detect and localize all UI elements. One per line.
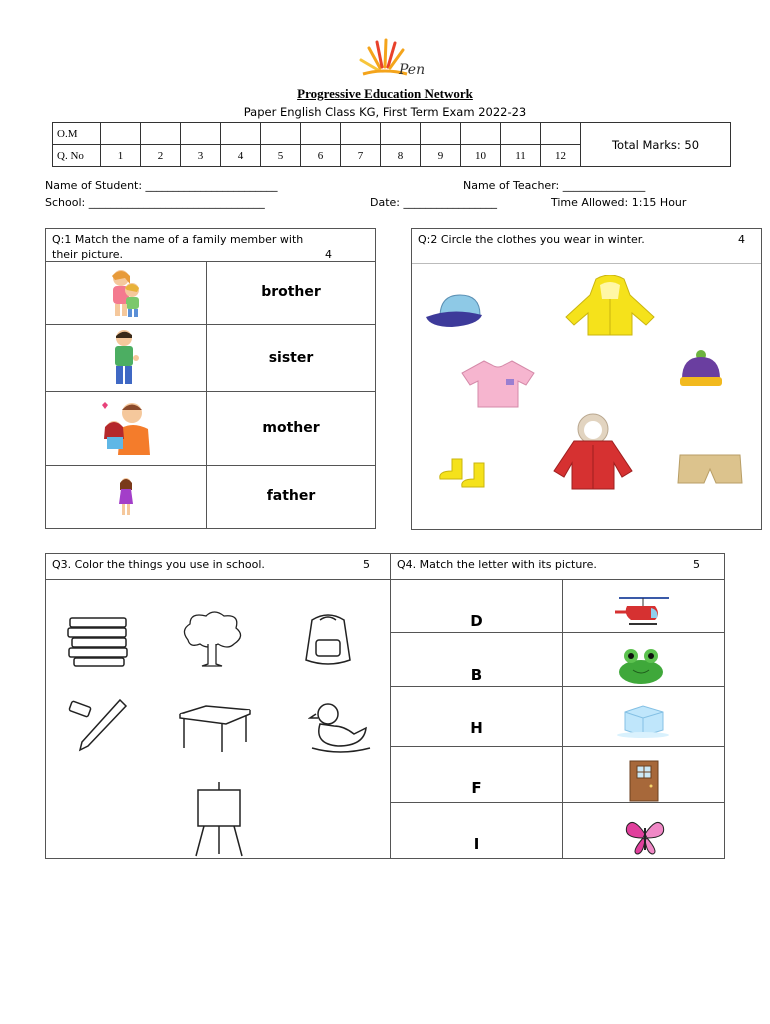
om-cell[interactable] [421, 123, 461, 145]
door-picture[interactable] [629, 760, 659, 802]
easel-board-outline-picture[interactable] [192, 780, 246, 858]
om-cell[interactable] [221, 123, 261, 145]
pink-tshirt-picture[interactable] [460, 357, 536, 409]
qno-cell: 8 [381, 145, 421, 167]
q3-marks: 5 [363, 558, 370, 571]
exam-subtitle: Paper English Class KG, First Term Exam 2022-23 [243, 105, 527, 119]
table-outline-picture[interactable] [176, 702, 254, 754]
student-name-field[interactable]: Name of Student: ________________________ [45, 179, 278, 192]
word-brother: brother [261, 284, 321, 300]
duck-outline-picture[interactable] [308, 700, 372, 756]
om-cell[interactable] [461, 123, 501, 145]
qno-cell: 3 [181, 145, 221, 167]
letter-b: B [470, 666, 483, 684]
q2-header [412, 229, 761, 250]
pen-logo [355, 38, 430, 82]
helicopter-picture[interactable] [613, 594, 673, 628]
om-cell[interactable] [341, 123, 381, 145]
qno-cell: 2 [141, 145, 181, 167]
letter-d: D [470, 612, 483, 630]
q2-section [411, 228, 762, 530]
school-field[interactable]: School: ________________________________ [45, 196, 265, 209]
word-mother: mother [262, 420, 320, 436]
q1-header [46, 229, 375, 262]
q1-title: Q:1 Match the name of a family member with [52, 233, 304, 246]
qno-cell: 4 [221, 145, 261, 167]
qno-cell: 9 [421, 145, 461, 167]
qno-cell: 12 [541, 145, 581, 167]
girl-picture [116, 476, 136, 518]
teacher-name-field[interactable]: Name of Teacher: _______________ [463, 179, 646, 192]
q2-title: Q:2 Circle the clothes you wear in winter. [418, 233, 645, 246]
q4-title: Q4. Match the letter with its picture. [397, 558, 597, 571]
frog-picture[interactable] [615, 646, 667, 686]
letter-i: I [473, 835, 480, 853]
yellow-raincoat-picture[interactable] [562, 275, 658, 337]
qno-cell: 1 [101, 145, 141, 167]
butterfly-picture[interactable] [623, 816, 667, 856]
om-cell[interactable] [301, 123, 341, 145]
letter-f: F [471, 779, 482, 797]
pencil-eraser-outline-picture[interactable] [66, 696, 130, 752]
q4-header [391, 554, 724, 580]
qno-cell: 11 [501, 145, 541, 167]
q1-marks: 4 [325, 248, 332, 261]
winter-hat-picture[interactable] [678, 349, 724, 389]
tree-outline-picture[interactable] [178, 610, 246, 668]
books-outline-picture[interactable] [66, 612, 132, 668]
om-cell[interactable] [181, 123, 221, 145]
q1-section [45, 228, 376, 529]
q3-title: Q3. Color the things you use in school. [52, 558, 265, 571]
ice-cube-picture[interactable] [615, 702, 671, 738]
qno-cell: 10 [461, 145, 501, 167]
yellow-boots-picture[interactable] [436, 455, 498, 493]
father-hugging-daughter-picture [94, 399, 156, 457]
boy-picture [106, 328, 146, 388]
time-allowed: Time Allowed: 1:15 Hour [551, 196, 687, 209]
sisters-hugging-picture [101, 266, 151, 320]
om-cell[interactable] [501, 123, 541, 145]
om-cell[interactable] [141, 123, 181, 145]
organization-title: Progressive Education Network [297, 86, 473, 101]
svg-text:Pen: Pen [399, 62, 426, 78]
qno-label: Q. No [53, 145, 101, 167]
date-field[interactable]: Date: _________________ [370, 196, 497, 209]
backpack-outline-picture[interactable] [298, 610, 358, 670]
om-label: O.M [53, 123, 101, 145]
q4-marks: 5 [693, 558, 700, 571]
q4-section [390, 553, 725, 859]
total-marks: Total Marks: 50 [581, 123, 731, 167]
letter-h: H [470, 719, 483, 737]
q3-header [46, 554, 390, 580]
om-cell[interactable] [381, 123, 421, 145]
q2-marks: 4 [738, 233, 745, 246]
qno-cell: 6 [301, 145, 341, 167]
qno-cell: 5 [261, 145, 301, 167]
q3-section [45, 553, 391, 859]
shorts-picture[interactable] [676, 451, 744, 487]
qno-cell: 7 [341, 145, 381, 167]
om-cell[interactable] [101, 123, 141, 145]
word-father: father [266, 488, 316, 504]
marks-table [52, 122, 731, 167]
red-winter-jacket-picture[interactable] [548, 411, 638, 491]
cap-picture[interactable] [422, 289, 488, 331]
om-cell[interactable] [261, 123, 301, 145]
q1-title-line2: their picture. [52, 248, 124, 261]
om-cell[interactable] [541, 123, 581, 145]
word-sister: sister [268, 350, 314, 366]
